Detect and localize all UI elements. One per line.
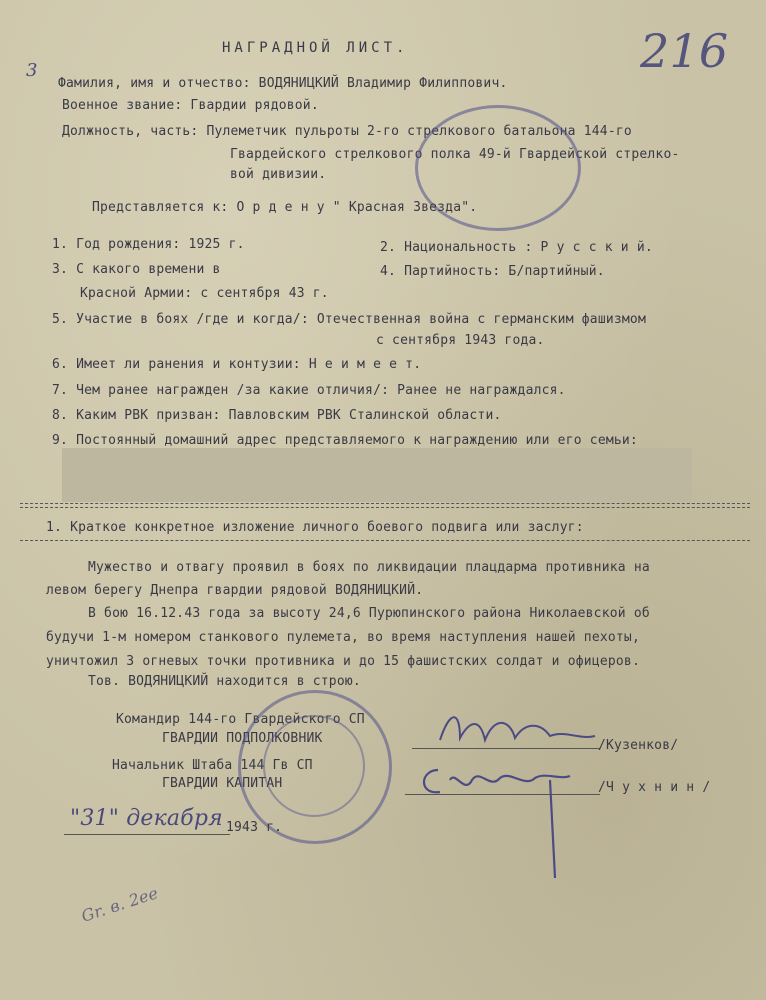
chief-rank: ГВАРДИИ КАПИТАН [162, 776, 283, 791]
position-line-2: Гвардейского стрелкового полка 49-й Гвардейской стрелко- [230, 147, 680, 162]
item-3a: 3. С какого времени в [52, 262, 221, 277]
body-line-5: уничтожил 3 огневых точки противника и до 15 фашистских солдат и офицеров. [46, 654, 640, 669]
commander-rank: ГВАРДИИ ПОДПОЛКОВНИК [162, 731, 323, 746]
corner-mark: 3 [26, 60, 38, 81]
date-line [64, 834, 230, 835]
position-line-3: вой дивизии. [230, 167, 327, 182]
handwritten-number: 216 [640, 24, 729, 78]
chief-signature [410, 750, 580, 880]
divider-top-2 [20, 507, 750, 508]
item-2: 2. Национальность : Р у с с к и й. [380, 240, 653, 255]
divider-bottom [20, 540, 750, 541]
divider-top [20, 503, 750, 504]
date-year: 1943 г. [226, 820, 283, 835]
body-line-3: В бою 16.12.43 года за высоту 24,6 Пурюпинского района Николаевской об [88, 606, 650, 621]
position-line-1: Должность, часть: Пулеметчик пульроты 2-го стрелкового батальона 144-го [62, 124, 632, 139]
redacted-address [62, 448, 692, 502]
round-seal-inner [263, 715, 365, 817]
document-title: НАГРАДНОЙ ЛИСТ. [222, 40, 409, 56]
fio-line: Фамилия, имя и отчество: ВОДЯНИЦКИЙ Владимир Филиппович. [58, 76, 508, 91]
section-1-heading: 1. Краткое конкретное изложение личного боевого подвига или заслуг: [46, 520, 584, 535]
body-line-1: Мужество и отвагу проявил в боях по ликвидации плацдарма противника на [88, 560, 650, 575]
item-7: 7. Чем ранее награжден /за какие отличия/: Ранее не награждался. [52, 383, 566, 398]
body-line-2: левом берегу Днепра гвардии рядовой ВОДЯНИЦКИЙ. [46, 583, 424, 598]
item-4: 4. Партийность: Б/партийный. [380, 264, 605, 279]
body-line-4: будучи 1-м номером станкового пулемета, во время наступления нашей пехоты, [46, 630, 640, 645]
item-6: 6. Имеет ли ранения и контузии: Н е и м е е т. [52, 357, 422, 372]
item-8: 8. Каким РВК призван: Павловским РВК Сталинской области. [52, 408, 502, 423]
commander-name: /Кузенков/ [598, 738, 679, 753]
item-5b: с сентября 1943 года. [376, 333, 545, 348]
presented-line: Представляется к: О р д е н у " Красная Звезда". [92, 200, 478, 215]
item-9: 9. Постоянный домашний адрес представляемого к награждению или его семьи: [52, 433, 638, 448]
item-3b: Красной Армии: с сентября 43 г. [80, 286, 329, 301]
chief-title: Начальник Штаба 144 Гв СП [112, 758, 313, 773]
commander-title: Командир 144-го Гвардейского СП [116, 712, 365, 727]
item-5a: 5. Участие в боях /где и когда/: Отечественная война с германским фашизмом [52, 312, 646, 327]
margin-note: Gr. в. 2ee [79, 883, 161, 926]
rank-line: Военное звание: Гвардии рядовой. [62, 98, 319, 113]
body-line-6: Тов. ВОДЯНИЦКИЙ находится в строю. [88, 674, 361, 689]
item-1: 1. Год рождения: 1925 г. [52, 237, 245, 252]
chief-name: /Ч у х н и н / [598, 780, 711, 795]
date-handwritten: "31" декабря [70, 806, 223, 831]
